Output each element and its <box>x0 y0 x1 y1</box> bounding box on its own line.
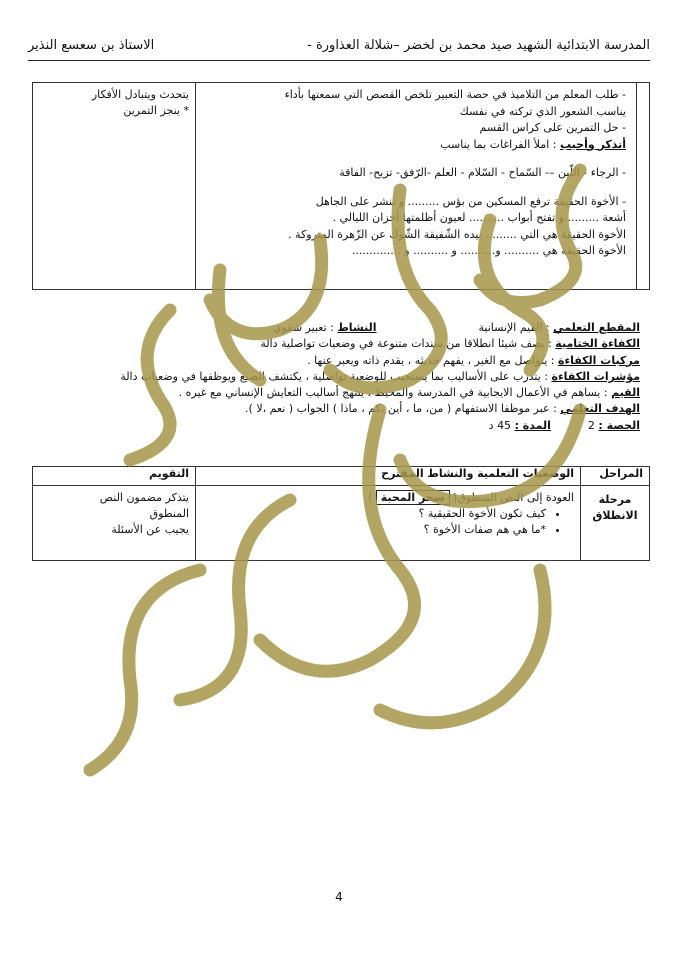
header-activities: الوضعيات التعلمية والنشاط المقترح <box>196 467 581 486</box>
values-value: يساهم في الأعمال الايجابية في المدرسة والمحيط ، ينتهج أساليب التعايش الإنساني مع غيره . <box>178 386 601 400</box>
values-label: القيم <box>611 386 640 400</box>
intro-end: ) <box>367 491 373 504</box>
competence-parts-label: مركبات الكفاءة <box>557 353 640 367</box>
final-competence-value: يصف شيئا انطلاقا من سندات متنوعة في وضعيات تواصلية دالة <box>260 337 545 351</box>
competence-parts-line: مركبات الكفاءة : يتواصل مع الغير ، يفهم حديثه ، يقدم ذاته ويعبر عنها . <box>307 353 640 367</box>
activity-label: النشاط <box>337 321 377 334</box>
lesson-table <box>32 466 650 561</box>
fill-sentence: الأخوة الحقيقة هي التي ......... بيده الشّفيقة الشّوك عن الزّهرة المتروكة . <box>288 227 626 241</box>
school-name: المدرسة الابتدائية الشهيد صيد محمد بن لخضر –شلالة العذاورة - <box>307 38 650 53</box>
evaluation-line: يتحدث ويتبادل الأفكار <box>91 88 189 101</box>
segment-label: المقطع التعلمي <box>553 321 640 334</box>
activity-intro <box>202 490 574 506</box>
continuation-table <box>32 82 650 290</box>
indicators-value: يتدرب على الأساليب بما يستجيب للوضعية تواصلية ، يكتشف الصيغ ويوظفها في وضعيات دالة <box>120 369 541 383</box>
exercise-instruction: : املأ الفراغات بما يناسب <box>440 137 557 151</box>
evaluation-line: * ينجز التمرين <box>123 104 189 117</box>
stage-name: مرحلة الانطلاق <box>581 486 650 561</box>
table-header-row <box>33 467 650 486</box>
indicators-line: مؤشرات الكفاءة : يتدرب على الأساليب بما يستجيب للوضعية تواصلية ، يكتشف الصيغ ويوظفها في وضعيات دالة <box>120 369 640 383</box>
session-line <box>30 418 640 434</box>
list-item: • *ما هي هم صفات الأخوة ؟ <box>202 522 546 538</box>
activity-line: يناسب الشعور الذي تركته في نفسك <box>459 104 626 118</box>
goal-line: الهدف التعلمي : عبر موظفا الاستفهام ( من، ما ، أين ،كم ، ماذا ) الجواب ( نعم ،لا ). <box>245 402 640 416</box>
indicators-label: مؤشرات الكفاءة <box>551 369 640 383</box>
intro-text: العودة إلى النص المنطوق( <box>453 491 574 504</box>
word-bank: - الرجاء - اللّين –- السّماح - السّلام - العلم -الرّفق- تزيح- الفاقة <box>339 166 626 179</box>
final-competence-label: الكفاءة الختامية <box>555 337 640 351</box>
question-list <box>202 506 574 538</box>
list-item: • كيف تكون الأخوة الحقيقية ؟ <box>202 506 546 522</box>
activity-line: - حل التمرين على كراس القسم <box>479 121 626 134</box>
page-number: 4 <box>335 890 343 904</box>
exercise-heading <box>202 137 626 154</box>
stage-cell <box>637 83 650 290</box>
goal-value: عبر موظفا الاستفهام ( من، ما ، أين ،كم ، ماذا ) الجواب ( نعم ،لا ). <box>245 402 550 416</box>
segment-value: القيم الإنسانية <box>478 321 543 334</box>
duration-label: المدة : <box>514 418 551 432</box>
duration-value: 45 د <box>488 418 512 432</box>
segment-activity-line: المقطع التعلمي : القيم الإنسانية النشاط : تعبير شفوي <box>272 321 640 334</box>
text-title: سحر المحبة <box>376 490 450 505</box>
fill-sentence: أشعة ..........و تفتح أبواب .......... لعيون أظلمتها أحزان الليالي . <box>332 211 626 224</box>
session-value: 2 <box>587 418 595 432</box>
final-competence-line: الكفاءة الختامية : يصف شيئا انطلاقا من سندات متنوعة في وضعيات تواصلية دالة <box>260 337 640 351</box>
fill-sentence: - الأخوة الحقيقة ترفع المسكين من بؤس ......... و تنشر على الجاهل <box>315 194 626 208</box>
activity-value: تعبير شفوي <box>272 321 327 334</box>
table-row <box>33 83 650 290</box>
competence-parts-value: يتواصل مع الغير ، يفهم حديثه ، يقدم ذاته ويعبر عنها . <box>307 353 548 367</box>
session-label: الحصة : <box>598 418 640 432</box>
table-row <box>33 486 650 561</box>
evaluation-line: يجيب عن الأسئلة <box>111 523 189 536</box>
fill-sentence: الأخوة الحقيقة هي .......... و.......... و .......... و .............. <box>351 244 626 257</box>
lesson-info <box>30 320 640 434</box>
evaluation-line: يتذكر مضمون النص <box>99 491 189 504</box>
evaluation-cell <box>33 486 196 561</box>
activity-cell <box>196 486 581 561</box>
header-divider <box>28 60 650 61</box>
header-stages: المراحل <box>581 467 650 486</box>
page-header <box>28 38 650 60</box>
activity-cell <box>196 83 637 290</box>
activity-line: - طلب المعلم من التلاميذ في حصة التعبير تلخص القصص التي سمعتها بأداء <box>284 88 626 101</box>
teacher-name: الاستاذ بن سعسع النذير <box>28 38 155 53</box>
values-line: القيم : يساهم في الأعمال الايجابية في المدرسة والمحيط ، ينتهج أساليب التعايش الإنساني مع غيره . <box>178 386 640 400</box>
header-evaluation: التقويم <box>33 467 196 486</box>
exercise-title: أتذكر وأجيب <box>560 137 626 151</box>
goal-label: الهدف التعلمي <box>560 402 640 416</box>
evaluation-line: المنطوق <box>149 507 189 520</box>
evaluation-cell <box>33 83 196 290</box>
